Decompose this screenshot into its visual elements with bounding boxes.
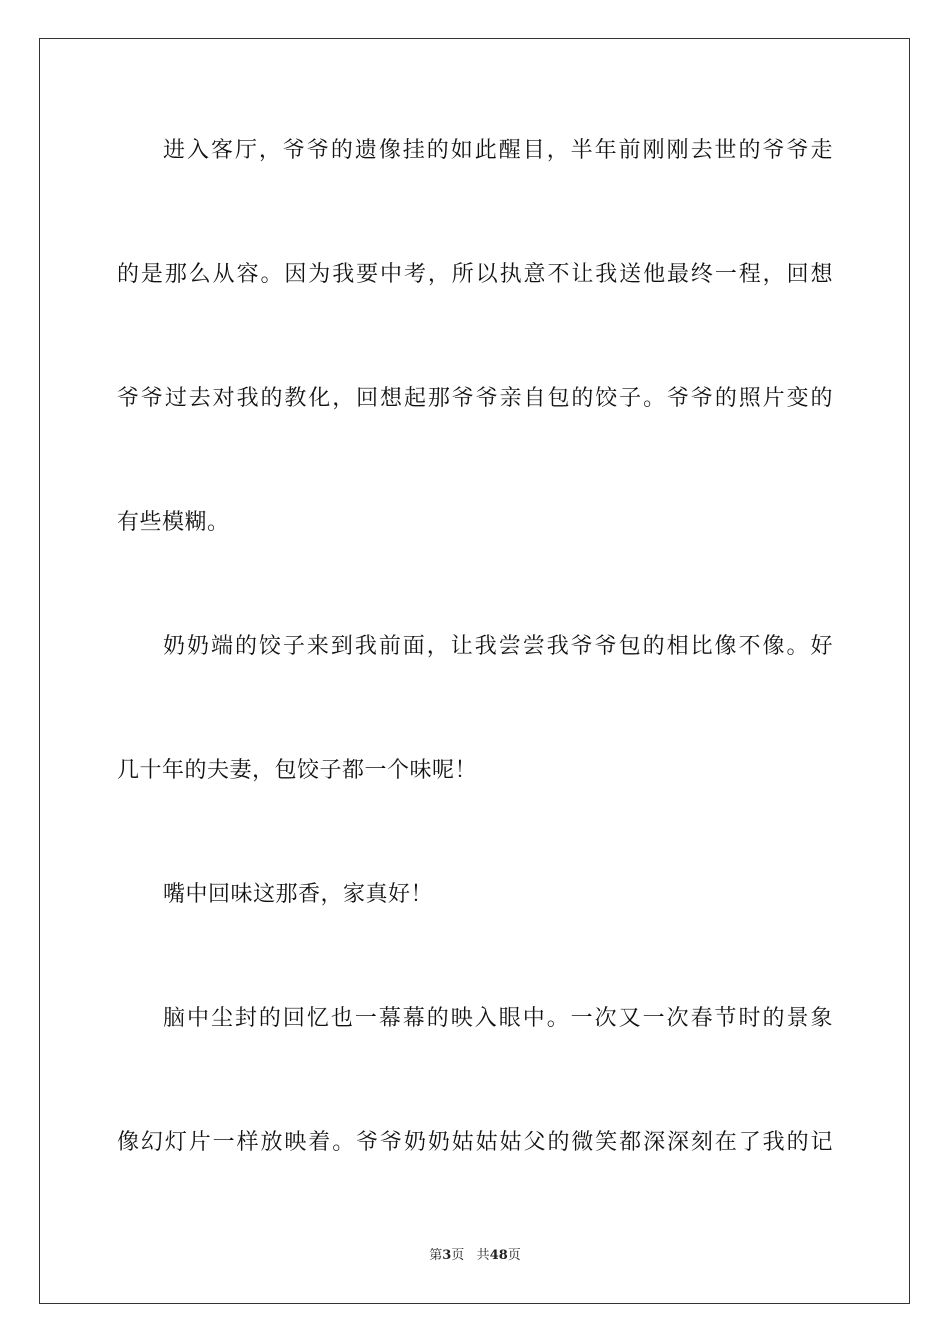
paragraph-3-line-1: 嘴中回味这那香，家真好！: [163, 882, 434, 907]
page-prefix: 第: [429, 1248, 443, 1263]
paragraph-1-line-1: 进入客厅，爷爷的遗像挂的如此醒目，半年前刚刚去世的爷爷走: [163, 138, 833, 163]
page-border: [39, 38, 910, 1304]
paragraph-2-line-2: 几十年的夫妻，包饺子都一个味呢！: [117, 758, 478, 783]
paragraph-1-line-2: 的是那么从容。因为我要中考，所以执意不让我送他最终一程，回想: [117, 262, 833, 287]
page-number: 3: [442, 1248, 452, 1263]
paragraph-4-line-1: 脑中尘封的回忆也一幕幕的映入眼中。一次又一次春节时的景象: [163, 1006, 833, 1031]
total-suffix: 页: [507, 1248, 521, 1263]
paragraph-1-line-3: 爷爷过去对我的教化，回想起那爷爷亲自包的饺子。爷爷的照片变的: [117, 386, 833, 411]
total-prefix: 共: [476, 1248, 490, 1263]
paragraph-4-line-2: 像幻灯片一样放映着。爷爷奶奶姑姑姑父的微笑都深深刻在了我的记: [117, 1130, 833, 1155]
page-suffix: 页: [451, 1248, 465, 1263]
total-pages: 48: [489, 1248, 508, 1263]
paragraph-2-line-1: 奶奶端的饺子来到我前面，让我尝尝我爷爷包的相比像不像。好: [163, 634, 833, 659]
paragraph-1-line-4: 有些模糊。: [117, 510, 230, 535]
page-footer: [0, 1247, 950, 1265]
